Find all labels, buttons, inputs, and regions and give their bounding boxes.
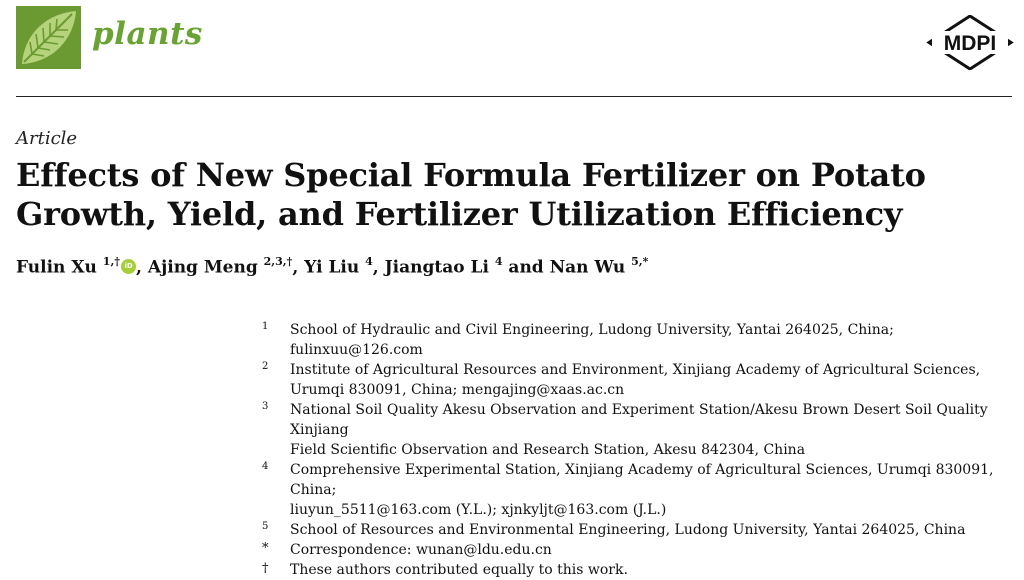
author-separator: , [372, 257, 385, 278]
affiliation-marker: 4 [262, 461, 269, 472]
affiliation-text: Comprehensive Experimental Station, Xinjiang Academy of Agricultural Sciences, Urumqi 830091, China; [290, 462, 994, 498]
affiliation-marker: † [262, 561, 269, 576]
affiliation-text: Urumqi 830091, China; mengajing@xaas.ac.cn [290, 382, 625, 398]
author-name[interactable]: Jiangtao Li [384, 257, 495, 278]
affiliation-item [262, 560, 1014, 580]
affiliation-marker: 5 [262, 521, 269, 532]
author-name[interactable]: Yi Liu [304, 257, 366, 278]
orcid-icon[interactable]: iD [121, 259, 136, 274]
author-affiliation-marker: 4 [494, 255, 503, 268]
author-affiliation-marker: 1,† [102, 255, 121, 268]
author-separator: , [292, 257, 305, 278]
mdpi-logo-text: MDPI [943, 32, 997, 55]
affiliation-marker: 3 [262, 401, 269, 412]
author-name[interactable]: Ajing Meng [147, 257, 264, 278]
affiliation-marker: 1 [262, 321, 269, 332]
affiliation-text: School of Resources and Environmental Engineering, Ludong University, Yantai 264025, China [290, 522, 966, 538]
affiliation-text: Institute of Agricultural Resources and Environment, Xinjiang Academy of Agricultural Sciences, [290, 362, 981, 378]
author-affiliation-marker: 5,* [631, 255, 649, 268]
affiliation-text: School of Hydraulic and Civil Engineering, Ludong University, Yantai 264025, China; fulinxuu@126.com [290, 322, 894, 358]
affiliation-item [262, 360, 1014, 400]
author-separator: , [136, 257, 148, 278]
affiliation-text: liuyun_5511@163.com (Y.L.); xjnkyljt@163.com (J.L.) [290, 502, 667, 518]
header-divider [16, 96, 1012, 97]
article-type: Article [16, 128, 78, 149]
leaf-icon [16, 6, 81, 69]
affiliation-marker: 2 [262, 361, 269, 372]
page-header [0, 0, 1024, 96]
author-separator: and [502, 257, 550, 278]
affiliation-text: National Soil Quality Akesu Observation and Experiment Station/Akesu Brown Desert Soil Quality Xinjiang [290, 402, 988, 438]
author-affiliation-marker: 4 [365, 255, 373, 268]
affiliation-list [262, 320, 1014, 580]
affiliation-item [262, 320, 1014, 360]
affiliation-text: Correspondence: wunan@ldu.edu.cn [290, 542, 552, 558]
affiliation-item [262, 460, 1014, 520]
author-name[interactable]: Fulin Xu [16, 257, 103, 278]
affiliation-marker: * [262, 541, 269, 556]
affiliation-item [262, 540, 1014, 560]
journal-name: plants [92, 16, 203, 52]
author-affiliation-marker: 2,3,† [263, 255, 293, 268]
affiliation-text: These authors contributed equally to this work. [290, 562, 628, 578]
affiliation-item [262, 400, 1014, 460]
author-name[interactable]: Nan Wu [549, 257, 632, 278]
mdpi-logo [926, 15, 1014, 70]
author-list [16, 256, 648, 278]
article-title: Effects of New Special Formula Fertilizer on Potato Growth, Yield, and Fertilizer Utilization Efficiency [16, 156, 926, 233]
affiliation-item [262, 520, 1014, 540]
affiliation-text: Field Scientific Observation and Research Station, Akesu 842304, China [290, 442, 806, 458]
